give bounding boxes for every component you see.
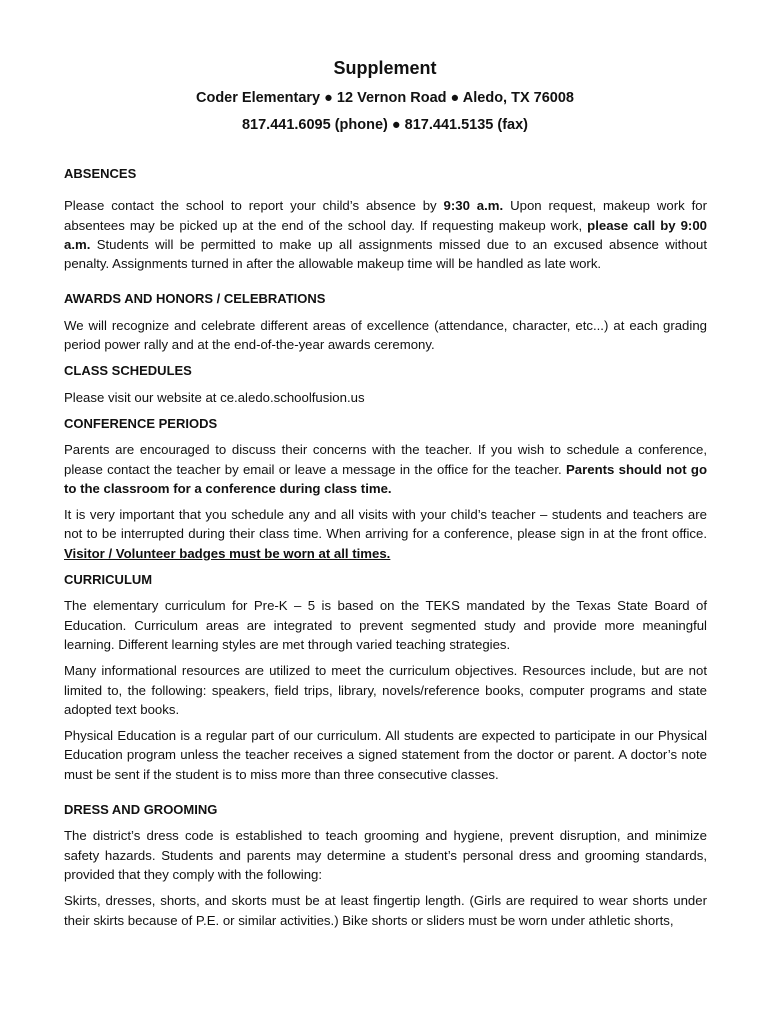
- section-heading-awards: AWARDS AND HONORS / CELEBRATIONS: [64, 291, 326, 307]
- absences-paragraph: Please contact the school to report your child’s absence by 9:30 a.m. Upon request, makeup work for absentees may be picked up at the end of the school day. If requesting makeup work, please call by 9:00 a.m. Students will be permitted to make up all assignments missed due to an excused absence without penalty. Assignments turned in after the allowable makeup time will be handled as late work.: [64, 198, 707, 272]
- badge-notice: Visitor / Volunteer badges must be worn at all times.: [64, 545, 391, 561]
- section-heading-curriculum: CURRICULUM: [64, 572, 153, 588]
- school-phone-fax: 817.441.6095 (phone) ● 817.441.5135 (fax): [241, 117, 529, 133]
- awards-paragraph: We will recognize and celebrate different areas of excellence (attendance, character, etc...) at each grading period power rally and at the end-of-the-year awards ceremony.: [64, 317, 707, 353]
- dress-paragraph-1: The district’s dress code is established to teach grooming and hygiene, prevent disruption, and minimize safety hazards. Students and parents may determine a student’s personal dress and grooming standards, provided that they comply with the following:: [64, 828, 707, 882]
- section-heading-conference: CONFERENCE PERIODS: [64, 415, 218, 431]
- class-schedules-paragraph: Please visit our website at ce.aledo.schoolfusion.us: [64, 389, 365, 405]
- page-title: Supplement: [333, 58, 437, 78]
- conference-paragraph-1: Parents are encouraged to discuss their concerns with the teacher. If you wish to schedule a conference, please contact the teacher by email or leave a message in the office for the teacher. Parents should not go to the classroom for a conference during class time.: [64, 442, 708, 496]
- section-heading-dress: DRESS AND GROOMING: [64, 802, 218, 818]
- dress-paragraph-2: Skirts, dresses, shorts, and skorts must be at least fingertip length. (Girls are required to wear shorts under their skirts because of P.E. or similar activities.) Bike shorts or sliders must be worn under athletic shorts,: [64, 893, 707, 928]
- section-heading-class-schedules: CLASS SCHEDULES: [64, 363, 192, 379]
- conference-paragraph-2: It is very important that you schedule any and all visits with your child’s teacher – students and teachers are not to be interrupted during their class time. When arriving for a conference, please sign in at the front office. Visitor / Volunteer badges must be worn at all times.: [64, 507, 707, 561]
- school-address: Coder Elementary ● 12 Vernon Road ● Aledo, TX 76008: [196, 90, 574, 106]
- section-heading-absences: ABSENCES: [64, 166, 137, 181]
- curriculum-paragraph-2: Many informational resources are utilized to meet the curriculum objectives. Resources include, but are not limited to, the following: speakers, field trips, library, novels/reference books, computer programs and state adopted text books.: [64, 663, 707, 717]
- document-body: [64, 164, 707, 930]
- curriculum-paragraph-1: The elementary curriculum for Pre-K – 5 is based on the TEKS mandated by the Texas State Board of Education. Curriculum areas are integrated to prevent segmented study and provide more meaningful learning. Different learning styles are met through varied teaching strategies.: [64, 598, 707, 652]
- curriculum-paragraph-3: Physical Education is a regular part of our curriculum. All students are expected to participate in our Physical Education program unless the teacher receives a signed statement from the doctor or parent. A doctor’s note must be sent if the student is to miss more than three consecutive classes.: [64, 728, 707, 782]
